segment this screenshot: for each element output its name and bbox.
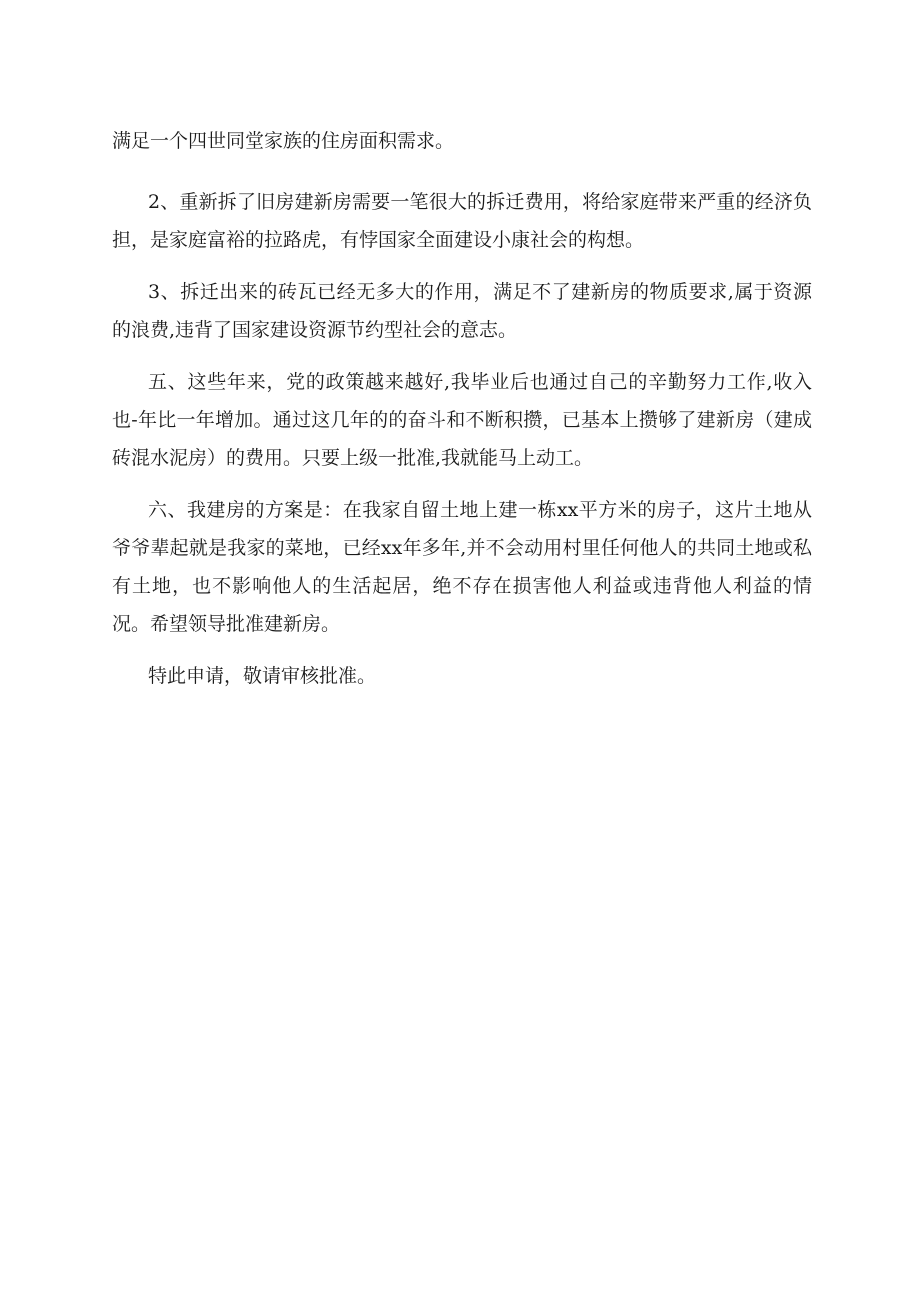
- paragraph-section-5: 五、这些年来，党的政策越来越好,我毕业后也通过自己的辛勤努力工作,收入也-年比一年增加。通过这几年的的奋斗和不断积攒，已基本上攒够了建新房（建成砖混水泥房）的费用。只要上级一批准,我就能马上动工。: [112, 371, 812, 469]
- paragraph-item-3: 3、拆迁出来的砖瓦已经无多大的作用，满足不了建新房的物质要求,属于资源的浪费,违背了国家建设资源节约型社会的意志。: [112, 281, 812, 341]
- paragraph-item-2: 2、重新拆了旧房建新房需要一笔很大的拆迁费用，将给家庭带来严重的经济负担，是家庭富裕的拉路虎，有悖国家全面建设小康社会的构想。: [112, 191, 812, 251]
- paragraph-continuation: 满足一个四世同堂家族的住房面积需求。: [112, 130, 455, 152]
- paragraph-section-6: 六、我建房的方案是：在我家自留土地上建一栋xx平方米的房子，这片土地从爷爷辈起就是我家的菜地，已经xx年多年,并不会动用村里任何他人的共同土地或私有土地，也不影响他人的生活起居，绝不存在损害他人利益或违背他人利益的情况。希望领导批准建新房。: [112, 499, 812, 635]
- document-page: [112, 122, 812, 695]
- paragraph-closing: 特此申请，敬请审核批准。: [148, 665, 377, 687]
